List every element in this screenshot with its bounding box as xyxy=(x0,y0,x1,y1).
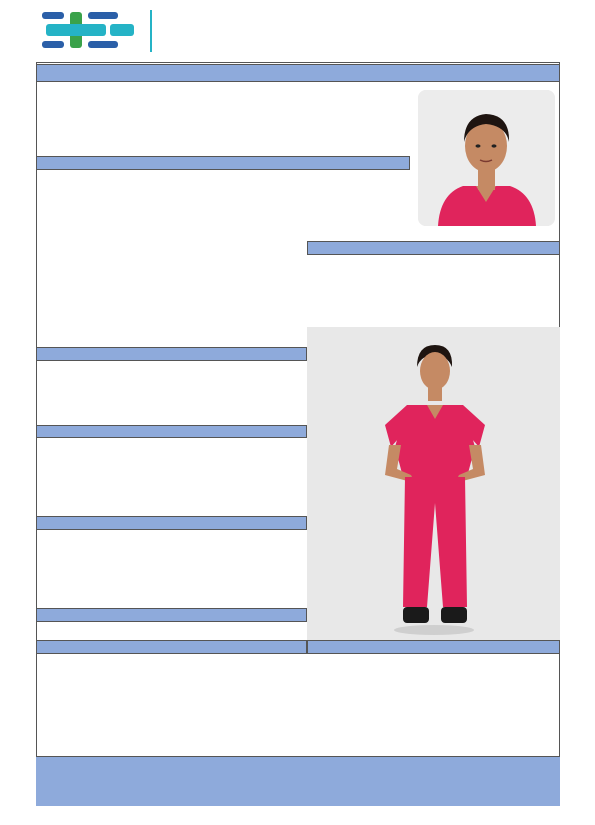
full-body-figure xyxy=(307,327,560,640)
education-heading xyxy=(36,608,307,622)
next-of-kin-heading xyxy=(36,347,307,361)
passport-details-heading xyxy=(307,241,560,255)
skills-heading xyxy=(36,425,307,438)
personal-details-heading xyxy=(36,156,410,170)
name-signature-heading xyxy=(307,640,560,654)
footer-band xyxy=(36,756,560,806)
full-body-photo xyxy=(307,327,560,640)
headshot-photo xyxy=(418,90,555,226)
company-header xyxy=(0,0,595,60)
work-experience-heading xyxy=(36,516,307,530)
header-divider xyxy=(150,10,152,52)
headshot-figure xyxy=(418,90,555,226)
company-logo-icon xyxy=(40,8,138,52)
cv-title-band xyxy=(36,64,560,82)
speaking-language-heading xyxy=(36,640,307,654)
